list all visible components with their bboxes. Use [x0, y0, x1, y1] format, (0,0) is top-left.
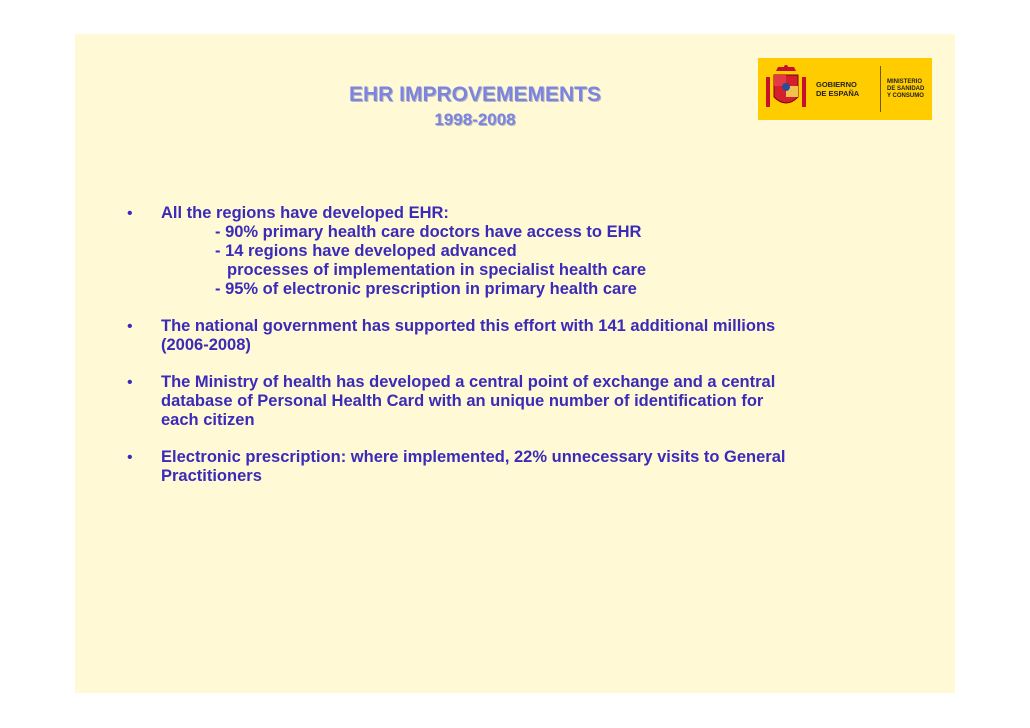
bullet-text: each citizen: [161, 411, 255, 429]
sub-item: - 90% primary health care doctors have access to EHR: [215, 223, 642, 241]
government-label: GOBIERNO DE ESPAÑA: [816, 80, 860, 98]
bullet-list: [113, 204, 933, 504]
bullet-marker: •: [127, 449, 133, 466]
bullet-marker: •: [127, 205, 133, 222]
title-years: 1998-2008: [434, 110, 516, 129]
bullet-text: The Ministry of health has developed a central point of exchange and a central: [161, 373, 776, 391]
bullet-text: All the regions have developed EHR:: [161, 204, 449, 222]
sub-item: - 14 regions have developed advanced: [215, 242, 517, 260]
government-logo: [758, 58, 932, 120]
slide: [75, 34, 955, 693]
bullet-text: Practitioners: [161, 467, 262, 485]
bullet-item: [113, 373, 933, 430]
bullet-text: database of Personal Health Card with an unique number of identification for: [161, 392, 764, 410]
bullet-marker: •: [127, 318, 133, 335]
bullet-marker: •: [127, 374, 133, 391]
logo-divider: [880, 66, 881, 112]
bullet-text: The national government has supported this effort with 141 additional millions: [161, 317, 776, 335]
slide-title: [305, 82, 645, 132]
sub-item-continuation: processes of implementation in specialist health care: [227, 261, 647, 279]
bullet-item: [113, 204, 933, 299]
bullet-text: (2006-2008): [161, 336, 251, 354]
bullet-text: Electronic prescription: where implemented, 22% unnecessary visits to General: [161, 448, 786, 466]
coat-of-arms-icon: [758, 58, 814, 120]
ministry-label: MINISTERIO DE SANIDAD Y CONSUMO: [887, 78, 925, 99]
sub-item: - 95% of electronic prescription in primary health care: [215, 280, 637, 298]
bullet-item: [113, 448, 933, 486]
title-line: EHR IMPROVEMEMENTS: [348, 83, 602, 106]
bullet-item: [113, 317, 933, 355]
